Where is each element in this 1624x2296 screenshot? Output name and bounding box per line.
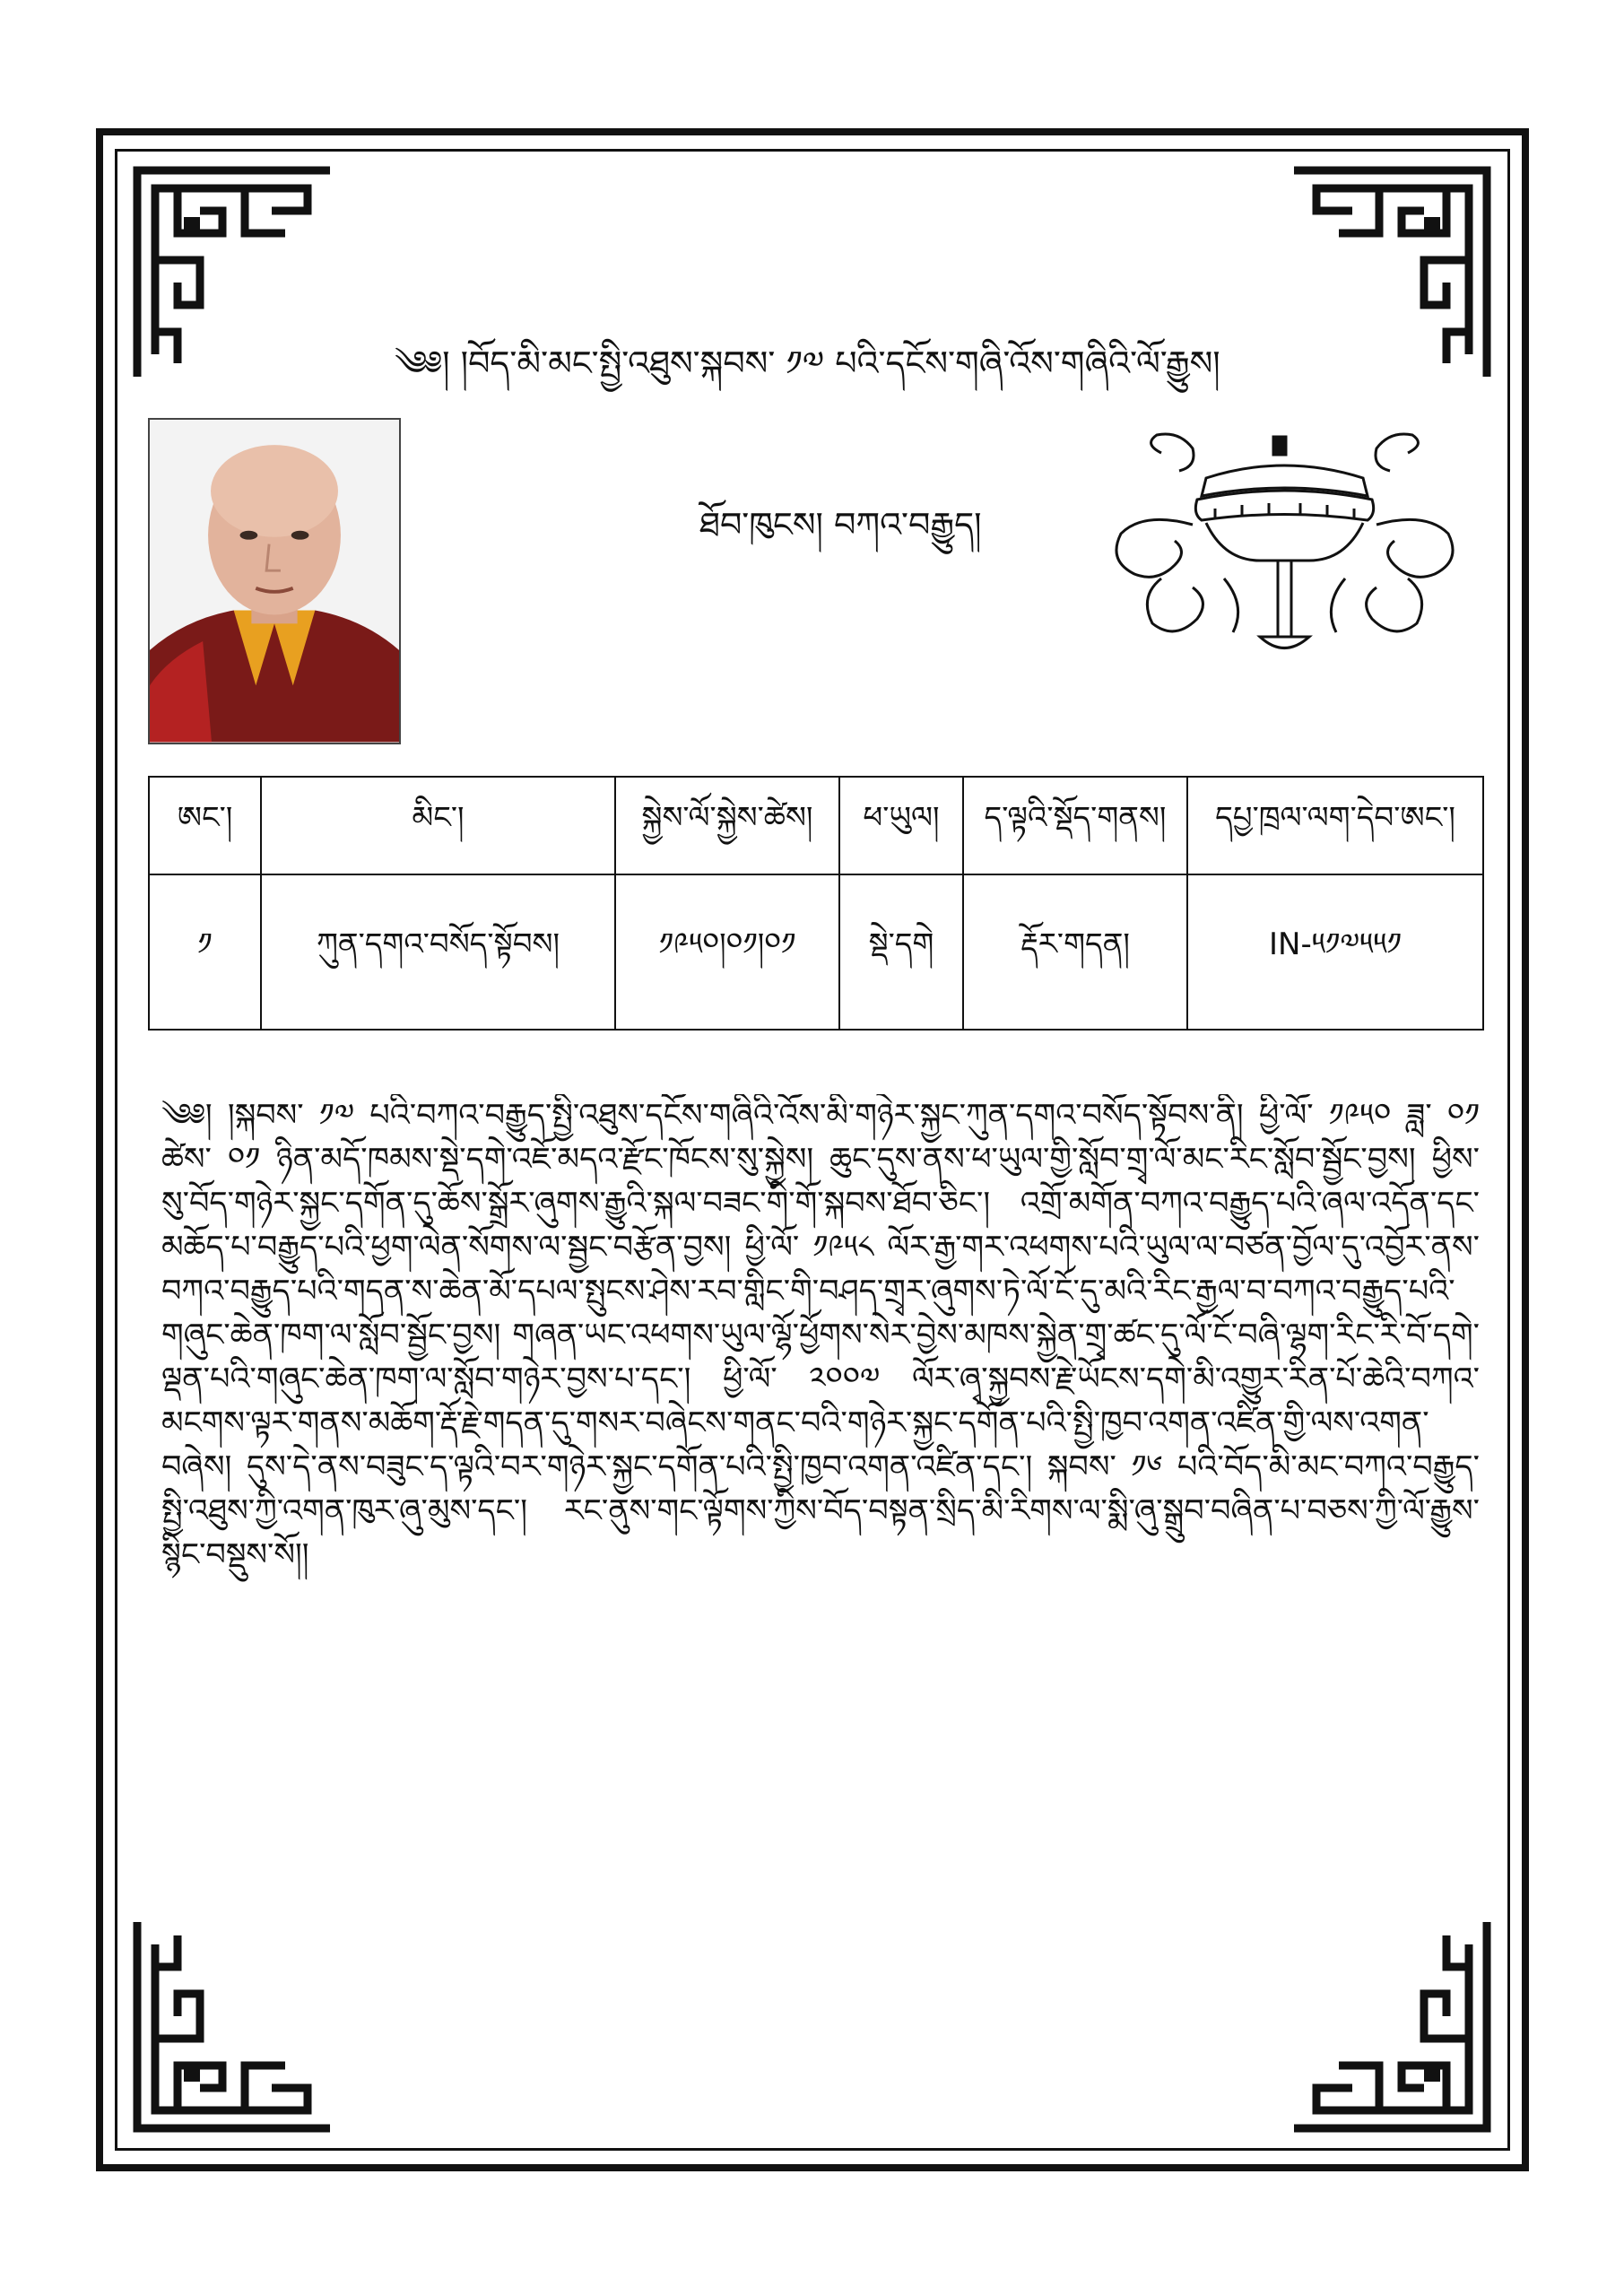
cell-number: ༡ — [149, 874, 261, 1030]
cell-current-residence: རྡོར་གདན། — [963, 874, 1187, 1030]
header-name: མིང་། — [261, 777, 615, 874]
corner-ornament-bottom-right — [1285, 1913, 1496, 2137]
wheel-emblem-illustration — [1107, 426, 1462, 668]
candidate-photo — [148, 418, 401, 744]
header-native-place: ཕ་ཡུལ། — [839, 777, 963, 874]
header-birth-date: སྐྱེས་ལོ་སྐྱེས་ཚེས། — [615, 777, 839, 874]
candidate-info-table — [148, 776, 1484, 1031]
corner-ornament-top-left — [128, 161, 339, 386]
biography-text: ༄༅། །སྐབས་ ༡༧ པའི་བཀའ་བརྒྱུད་སྤྱི་འཐུས་དངོས་གཞིའི་འོས་མི་གཉེར་སྐྱང་ཀུན་དགའ་བསོད་སྟོབས་ནི། ཕྱི་ལོ་ ༡༩༥༠ ཟླ་ ༠༡ ཚེས་ ༠༡ ཉིན་མདོ་ཁམས་སྡེ་དགེ་འཇོ་མདའ་རྫོང་ཁོངས་སུ་སྐྱེས། ཆུང་དུས་ནས་ཕ་ཡུལ་གྱི་སློབ་གྲྭ་ལོ་མང་རིང་སློབ་སྦྱོང་བྱས། ཕྱིས་སུ་བོད་གཉེར་སྐྱང་དགོན་དུ་ཆོས་སྒྲོར་ཞུགས་རྒྱུའི་སྐལ་བཟང་གི་གོ་སྐབས་ཐོབ་ཅིང་། འགྲོ་མགོན་བཀའ་བརྒྱུད་པའི་ཞལ་འདོན་དང་མཆོད་པ་བརྒྱུད་པའི་ཕྱག་ལེན་སོགས་ལ་སྦྱང་བརྩོན་བྱས། ཕྱི་ལོ་ ༡༩༥༨ ལོར་རྒྱ་གར་འཕགས་པའི་ཡུལ་ལ་བཙན་བྱོལ་དུ་འབྱོར་ནས་བཀའ་བརྒྱུད་པའི་གདན་ས་ཆེན་མོ་དཔལ་སྤུངས་ཤེས་རབ་གླིང་གི་བཤད་གྲྭར་ཞུགས་ཏེ་ལོ་ངོ་དུ་མའི་རིང་རྒྱལ་བ་བཀའ་བརྒྱུད་པའི་གཞུང་ཆེན་ཁག་ལ་སློབ་སྦྱོང་བྱས། གཞན་ཡང་འཕགས་ཡུལ་ལྷོ་ཕྱོགས་སེར་བྱེས་མཁས་སྐྱེན་གྲྭ་ཚང་དུ་ལོ་ངོ་བཞི་ལྷག་རིང་རི་བོ་དགེ་ལྡན་པའི་གཞུང་ཆེན་ཁག་ལ་སློབ་གཉེར་བྱས་པ་དང་། ཕྱི་ལོ་ ༢༠༠༧ ལོར་ཞྭ་སྐྱབས་རྗེ་ཡོངས་དགེ་མི་འགྱུར་རིན་པོ་ཆེའི་བཀའ་མངགས་ལྟར་གནས་མཆོག་རྡོ་རྗེ་གདན་དུ་གསར་བཞེངས་གནང་བའི་གཉེར་སྐྱང་དགོན་པའི་སྤྱི་ཁྱབ་འགན་འཛིན་གྱི་ལས་འགན་བཞེས། དུས་དེ་ནས་བཟུང་ད་ལྟའི་བར་གཉེར་སྐྱང་དགོན་པའི་སྤྱི་ཁྱབ་འགན་འཛིན་དང་། སྐབས་ ༡༦ པའི་བོད་མི་མང་བཀའ་བརྒྱུད་སྤྱི་འཐུས་ཀྱི་འགན་ཁུར་ཞུ་མུས་དང་། རང་ནུས་གང་ལྟོགས་ཀྱིས་བོད་བསྟན་སྲིད་མི་རིགས་ལ་སྨི་ཞུ་སྒྲུབ་བཞིན་པ་བཅས་ཀྱི་ལོ་རྒྱུས་སྙིང་བསྡུས་སོ།། — [161, 1098, 1480, 1573]
cell-green-book-number: IN-༥༡༧༥༥༡ — [1187, 874, 1483, 1030]
header-green-book-number: དཔྱ་ཁྲལ་ལག་དེབ་ཨང་། — [1187, 777, 1483, 874]
cell-name: ཀུན་དགའ་བསོད་སྟོབས། — [261, 874, 615, 1030]
candidate-affiliation: ཐོབ་ཁུངས། བཀའ་བརྒྱུད། — [699, 505, 982, 544]
header-number: ཨང་། — [149, 777, 261, 874]
cell-birth-date: ༡༩༥༠།༠༡།༠༡ — [615, 874, 839, 1030]
corner-ornament-bottom-left — [128, 1913, 339, 2137]
header-current-residence: ད་ལྟའི་སྡོད་གནས། — [963, 777, 1187, 874]
cell-native-place: སྡེ་དགེ — [839, 874, 963, 1030]
table-header-row — [149, 777, 1483, 874]
document-title: ༄༅། །བོད་མི་མང་སྤྱི་འཐུས་སྐབས་ ༡༧ པའི་དངོས་གཞི་འོས་གཞིའི་ལོ་རྒྱུས། — [395, 344, 1220, 383]
table-row — [149, 874, 1483, 1030]
